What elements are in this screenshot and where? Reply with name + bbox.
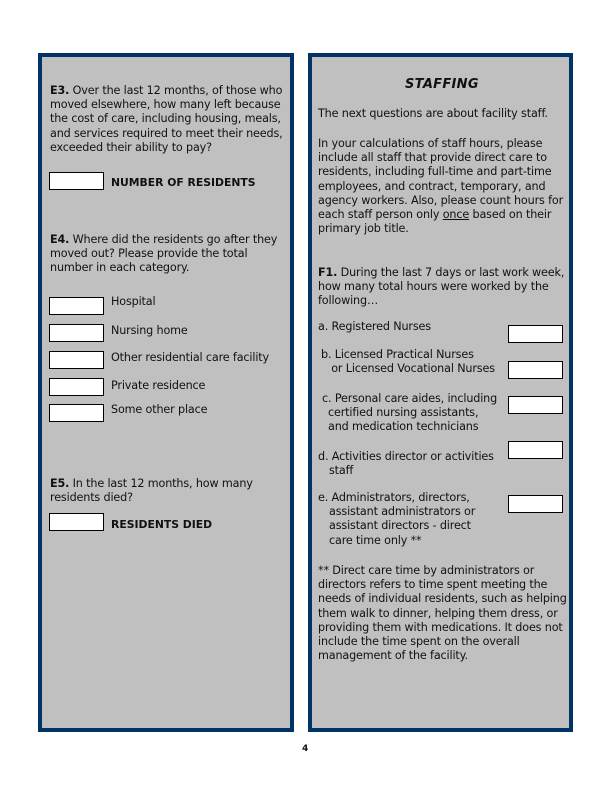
- e4-private-residence-label: Private residence: [111, 379, 206, 392]
- e4-hospital-input[interactable]: [49, 297, 104, 315]
- label-line: care time only **: [329, 533, 422, 547]
- e4-other-place-label: Some other place: [111, 403, 208, 416]
- page-number: 4: [302, 744, 309, 754]
- f1-question: [318, 266, 568, 309]
- f1-registered-nurses-input[interactable]: [508, 325, 563, 343]
- e4-private-residence-input[interactable]: [49, 378, 104, 396]
- e5-residents-died-input[interactable]: [49, 513, 104, 531]
- e5-number: E5.: [50, 477, 70, 490]
- instructions-emphasis: once: [442, 208, 470, 222]
- e4-question: [50, 233, 285, 276]
- staffing-intro: The next questions are about facility staff.: [318, 107, 548, 120]
- f1-administrators-input[interactable]: [508, 495, 563, 513]
- e4-nursing-home-label: Nursing home: [111, 324, 188, 337]
- staffing-instructions: [318, 137, 568, 236]
- label-line: e. Administrators, directors,: [318, 491, 470, 504]
- f1-activities-staff-input[interactable]: [508, 441, 563, 459]
- e3-number: E3.: [50, 84, 70, 97]
- f1-number: F1.: [318, 266, 338, 279]
- staffing-footnote: ** Direct care time by administrators or directors refers to time spent meeting the needs of individual residents, such as helping them walk to dinner, helping them dress, or providing them with medications. It does not include the time spent on the overall management of the facility.: [318, 564, 567, 663]
- e4-other-facility-label: Other residential care facility: [111, 351, 270, 364]
- label-line: assistant administrators or: [329, 505, 476, 519]
- e3-field-label: NUMBER OF RESIDENTS: [111, 176, 256, 189]
- label-line: c. Personal care aides, including: [322, 392, 498, 405]
- label-line: assistant directors - direct: [329, 519, 471, 533]
- e3-question: [50, 84, 285, 155]
- label-line: certified nursing assistants,: [328, 406, 479, 420]
- e5-question: [50, 477, 270, 505]
- label-line: staff: [329, 464, 354, 478]
- f1-item-c-label: [322, 392, 497, 435]
- f1-item-e-label: [318, 491, 475, 548]
- e5-text: In the last 12 months, how many residents died?: [50, 477, 253, 505]
- f1-text: During the last 7 days or last work week, how many total hours were worked by the following…: [318, 266, 565, 308]
- f1-lpn-lvn-input[interactable]: [508, 361, 563, 379]
- f1-item-d-label: [318, 450, 494, 478]
- e5-field-label: RESIDENTS DIED: [111, 518, 213, 531]
- label-line: a. Registered Nurses: [318, 320, 431, 333]
- label-line: and medication technicians: [328, 420, 479, 434]
- instructions-text: In your calculations of staff hours, please include all staff that provide direct care to residents, including full-time and part-time employees, and contract, temporary, and agency workers. Also, please count hours for each staff person only: [318, 137, 564, 222]
- e4-other-facility-input[interactable]: [49, 351, 104, 369]
- e4-hospital-label: Hospital: [111, 295, 156, 308]
- f1-personal-care-aides-input[interactable]: [508, 396, 563, 414]
- staffing-title: STAFFING: [405, 77, 479, 92]
- e3-text: Over the last 12 months, of those who moved elsewhere, how many left because the cost of care, including housing, meals, and services required to meet their needs, exceeded their ability to pay?: [50, 84, 283, 154]
- f1-item-a-label: [318, 320, 431, 334]
- e4-number: E4.: [50, 233, 70, 246]
- f1-item-b-label: [321, 348, 495, 376]
- e4-nursing-home-input[interactable]: [49, 324, 104, 342]
- e4-other-place-input[interactable]: [49, 404, 104, 422]
- label-line: b. Licensed Practical Nurses: [321, 348, 474, 361]
- e4-text: Where did the residents go after they moved out? Please provide the total number in each category.: [50, 233, 278, 275]
- e3-residents-input[interactable]: [49, 172, 104, 190]
- label-line: or Licensed Vocational Nurses: [321, 362, 495, 376]
- instructions-text-end: based on their primary job title.: [318, 208, 552, 236]
- label-line: d. Activities director or activities: [318, 450, 494, 463]
